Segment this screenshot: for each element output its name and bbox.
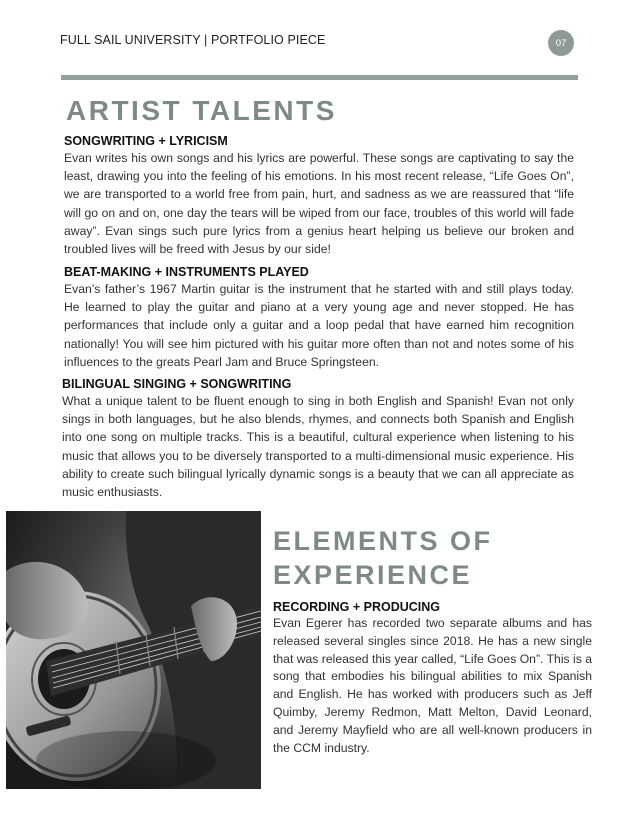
- songwriting-section: [64, 133, 574, 258]
- header-title: FULL SAIL UNIVERSITY | PORTFOLIO PIECE: [60, 33, 326, 47]
- guitar-photo: [6, 511, 261, 789]
- section-title-line-1: ELEMENTS OF: [273, 526, 493, 556]
- recording-section: [273, 599, 592, 757]
- section-title-line-2: EXPERIENCE: [273, 560, 473, 590]
- songwriting-body: Evan writes his own songs and his lyrics are powerful. These songs are captivating to say the least, drawing you into the feeling of his emotions. In his most recent release, “Life Goes On”, we are transported to a world free from pain, hurt, and sadness as we are reassured that “life will go on and on, one day the tears will be wiped from our face, troubles of this world will fade away”. Evan sings such pure lyrics from a genius heart helping us believe our broken and troubled lives will be freed with Jesus by our side!: [64, 151, 574, 257]
- header-divider: [61, 75, 578, 80]
- section-title-artist-talents: ARTIST TALENTS: [66, 95, 337, 126]
- beat-making-body: Evan’s father’s 1967 Martin guitar is the instrument that he started with and still plays today. He learned to play the guitar and piano at a very young age and never stopped. He has performances that include only a guitar and a loop pedal that have earned him recognition nationally! You will see him pictured with his guitar more often than not and notes some of his influences to the greats Pearl Jam and Bruce Springsteen.: [64, 282, 574, 369]
- page-number-badge: 07: [548, 30, 574, 56]
- bilingual-body: What a unique talent to be fluent enough to sing in both English and Spanish! Evan not only sings in both languages, but he also blends, rhymes, and connects both Spanish and English into one song on multiple tracks. This is a beautiful, cultural experience when listening to his music that allows you to be diversely transported to a multi-dimensional music experience. His ability to create such bilingual lyrically dynamic songs is a beauty that we can all appreciate as music enthusiasts.: [62, 394, 574, 500]
- songwriting-heading: SONGWRITING + LYRICISM: [64, 134, 228, 148]
- recording-heading: RECORDING + PRODUCING: [273, 600, 441, 614]
- section-title-elements-of-experience: [273, 524, 573, 592]
- bilingual-section: [62, 376, 574, 501]
- beat-making-section: [64, 264, 574, 371]
- beat-making-heading: BEAT-MAKING + INSTRUMENTS PLAYED: [64, 265, 309, 279]
- recording-body: Evan Egerer has recorded two separate albums and has released several singles since 2018. He has a new single that was released this year called, “Life Goes On”. This is a song that embodies his bilingual abilities to mix Spanish and English. He has worked with producers such as Jeff Quimby, Jeremy Redmon, Matt Melton, David Leonard, and Jeremy Mayfield who are all well-known producers in the CCM industry.: [273, 616, 592, 755]
- bilingual-heading: BILINGUAL SINGING + SONGWRITING: [62, 377, 292, 391]
